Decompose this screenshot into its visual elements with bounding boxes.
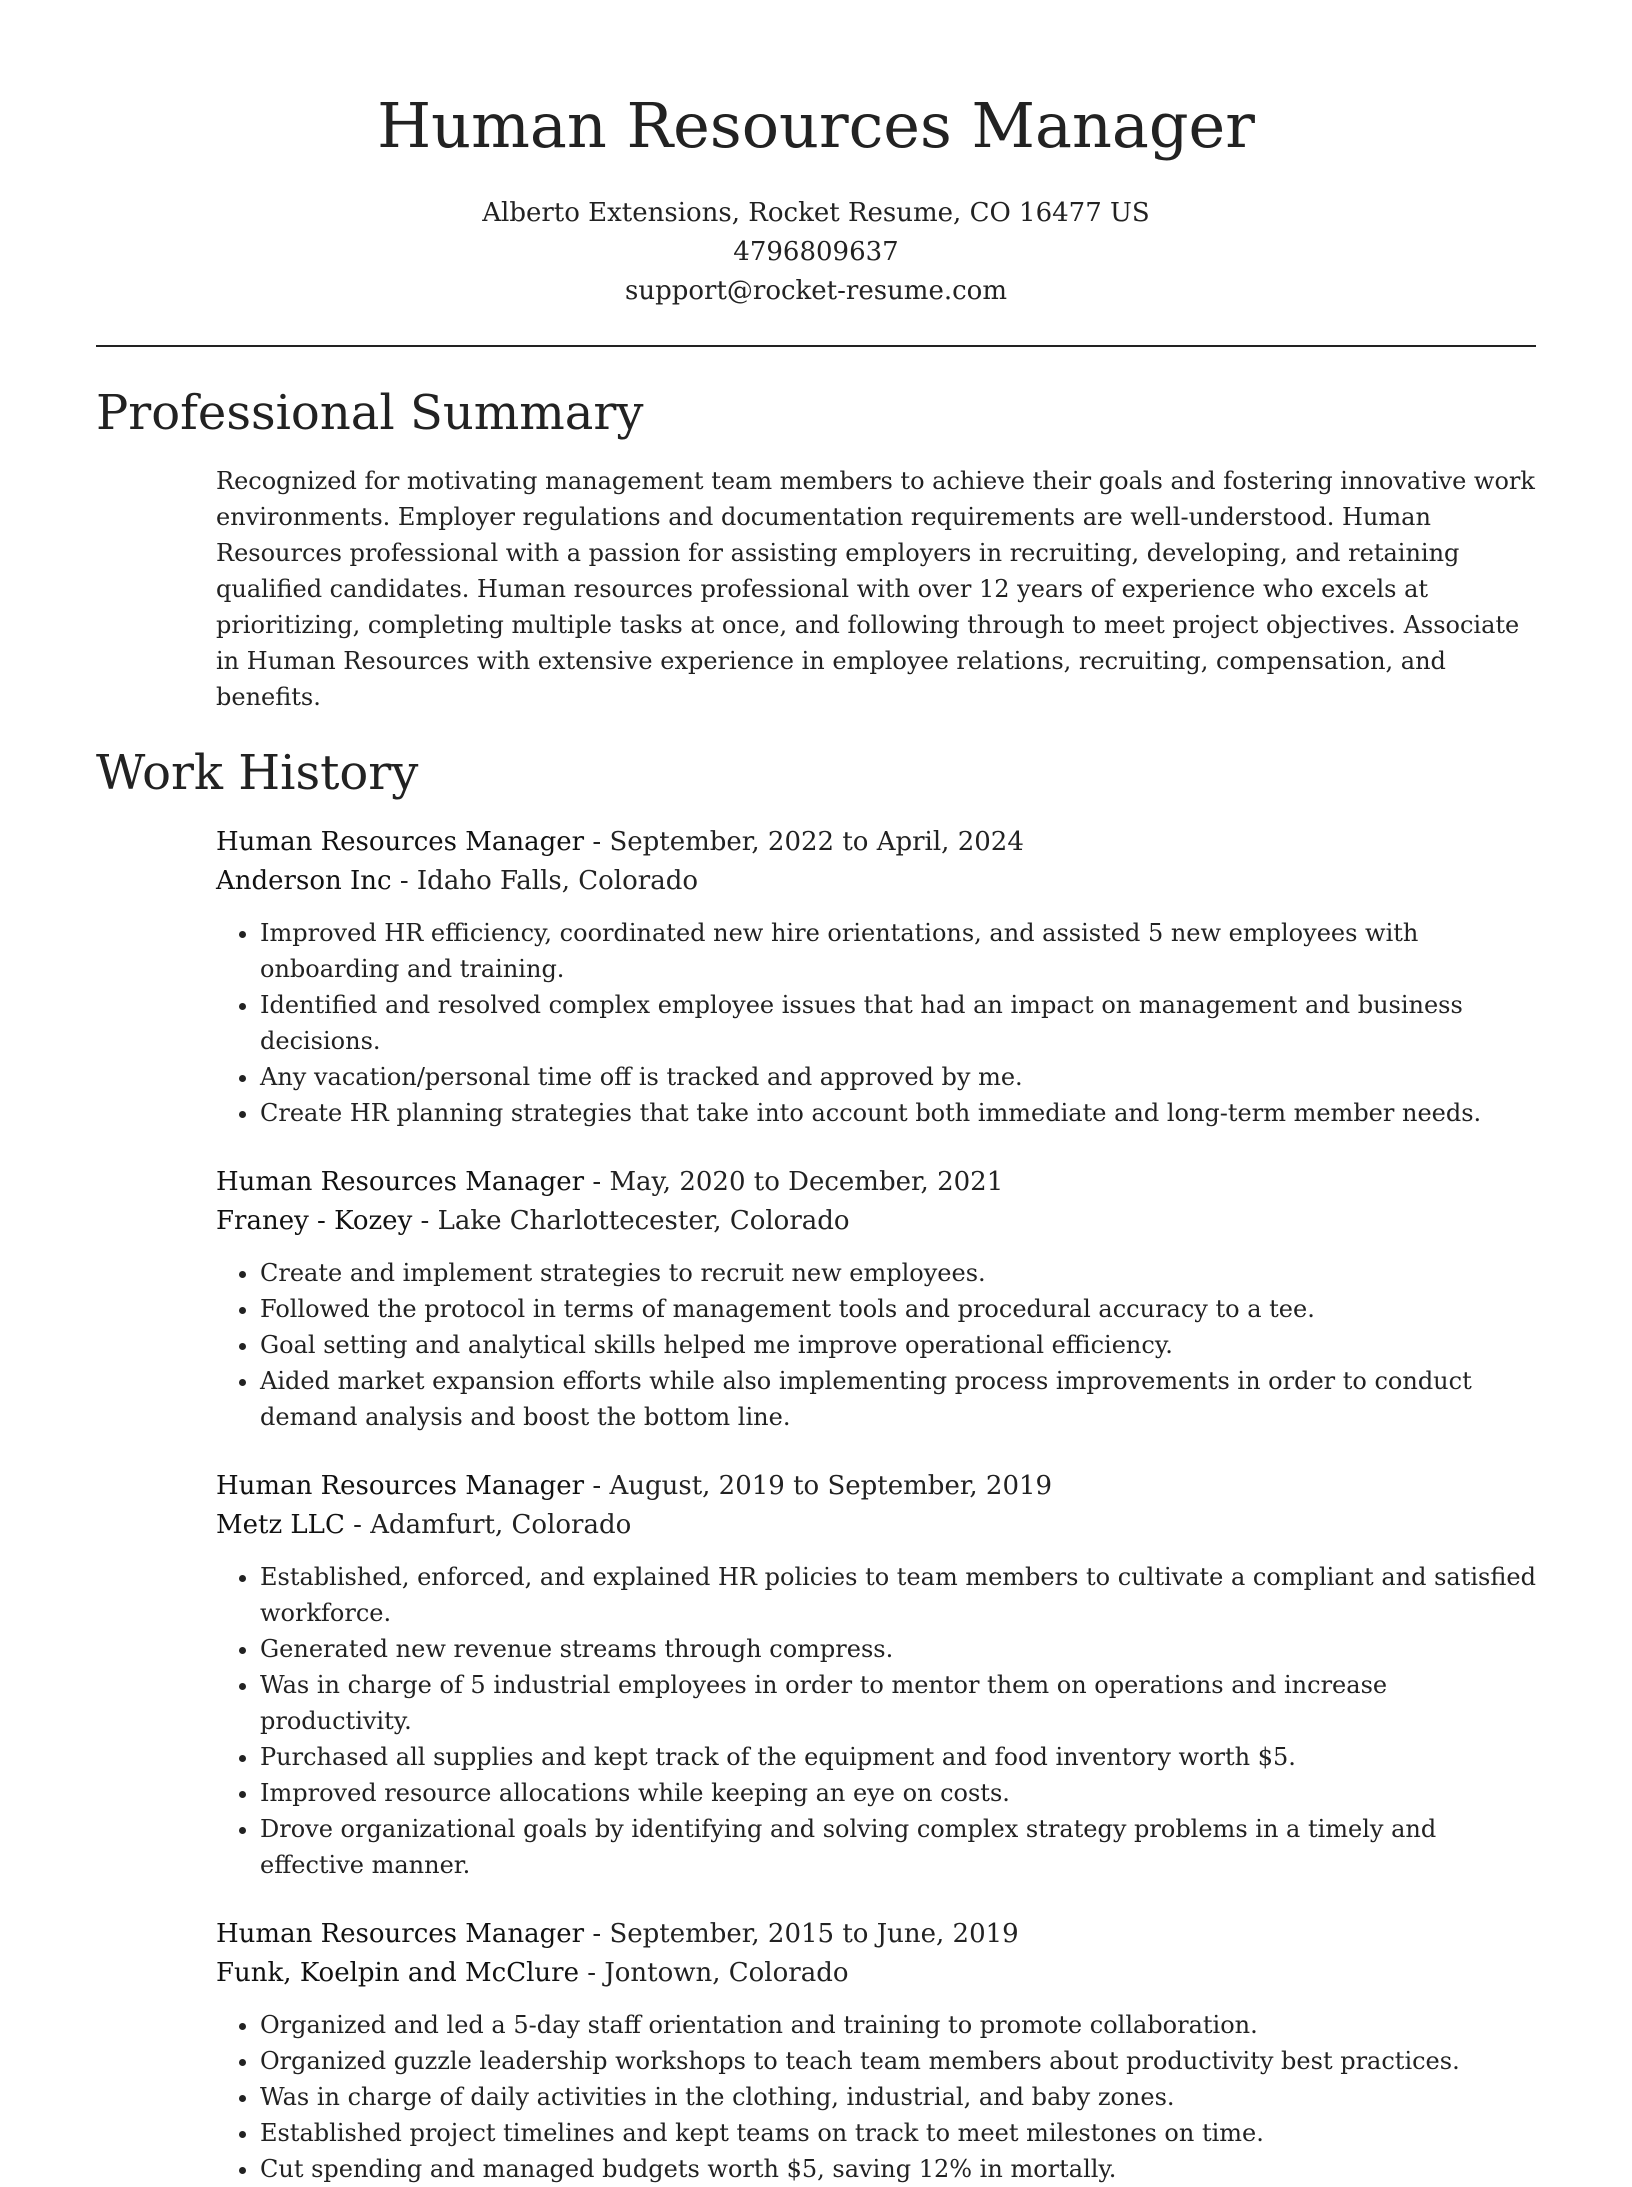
job-bullet: • Any vacation/personal time off is tracked and approved by me. xyxy=(260,1059,1536,1095)
job-title-line: Human Resources Manager - September, 2022 to April, 2024 xyxy=(216,827,1024,857)
resume-page xyxy=(96,0,1536,2187)
job-company: Anderson Inc xyxy=(216,866,392,896)
job-entry xyxy=(216,1163,1536,1435)
job-bullets xyxy=(216,2007,1536,2187)
job-bullet: • Organized and led a 5-day staff orientation and training to promote collaboration. xyxy=(260,2007,1536,2043)
job-role: Human Resources Manager xyxy=(216,1471,585,1501)
job-bullet: • Was in charge of 5 industrial employees in order to mentor them on operations and increase productivity. xyxy=(260,1667,1536,1739)
job-bullet: • Create HR planning strategies that take into account both immediate and long-term member needs. xyxy=(260,1095,1536,1131)
job-location: Jontown, Colorado xyxy=(604,1958,849,1988)
header-divider xyxy=(96,345,1536,347)
job-location: Idaho Falls, Colorado xyxy=(416,866,699,896)
summary-heading: Professional Summary xyxy=(96,385,644,441)
contact-address: Alberto Extensions, Rocket Resume, CO 16477 US xyxy=(482,198,1150,228)
job-bullet: • Improved HR efficiency, coordinated new hire orientations, and assisted 5 new employees with onboarding and training. xyxy=(260,915,1536,987)
job-bullet: • Create and implement strategies to recruit new employees. xyxy=(260,1255,1536,1291)
job-entry xyxy=(216,823,1536,1131)
job-bullet: • Established, enforced, and explained HR policies to team members to cultivate a compliant and satisfied workforce. xyxy=(260,1559,1536,1631)
job-title-line: Human Resources Manager - September, 2015 to June, 2019 xyxy=(216,1919,1019,1949)
job-bullets xyxy=(216,1255,1536,1435)
job-bullet: • Improved resource allocations while keeping an eye on costs. xyxy=(260,1775,1536,1811)
job-company-line: Anderson Inc - Idaho Falls, Colorado xyxy=(216,866,699,896)
contact-info xyxy=(96,194,1536,311)
job-bullet: • Cut spending and managed budgets worth $5, saving 12% in mortally. xyxy=(260,2151,1536,2187)
job-location: Lake Charlottecester, Colorado xyxy=(437,1206,850,1236)
contact-email: support@rocket-resume.com xyxy=(624,276,1007,306)
job-location: Adamfurt, Colorado xyxy=(370,1510,632,1540)
job-title-line: Human Resources Manager - May, 2020 to December, 2021 xyxy=(216,1167,1004,1197)
job-company-line: Franey - Kozey - Lake Charlottecester, Colorado xyxy=(216,1206,850,1236)
job-bullet: • Established project timelines and kept teams on track to meet milestones on time. xyxy=(260,2115,1536,2151)
job-bullet: • Organized guzzle leadership workshops to teach team members about productivity best practices. xyxy=(260,2043,1536,2079)
job-entry xyxy=(216,1467,1536,1883)
job-role: Human Resources Manager xyxy=(216,827,585,857)
candidate-name: Human Resources Manager xyxy=(377,89,1255,162)
resume-header xyxy=(96,0,1536,311)
job-bullet: • Aided market expansion efforts while also implementing process improvements in order to conduct demand analysis and boost the bottom line. xyxy=(260,1363,1536,1435)
job-bullet: • Generated new revenue streams through compress. xyxy=(260,1631,1536,1667)
job-bullets xyxy=(216,1559,1536,1883)
job-role: Human Resources Manager xyxy=(216,1167,585,1197)
job-company-line: Funk, Koelpin and McClure - Jontown, Colorado xyxy=(216,1958,849,1988)
job-dates: September, 2022 to April, 2024 xyxy=(609,827,1024,857)
job-bullet: • Drove organizational goals by identifying and solving complex strategy problems in a timely and effective manner. xyxy=(260,1811,1536,1883)
job-dates: May, 2020 to December, 2021 xyxy=(609,1167,1004,1197)
contact-phone: 4796809637 xyxy=(733,237,899,267)
job-entry xyxy=(216,1915,1536,2187)
job-bullet: • Was in charge of daily activities in the clothing, industrial, and baby zones. xyxy=(260,2079,1536,2115)
job-bullet: • Followed the protocol in terms of management tools and procedural accuracy to a tee. xyxy=(260,1291,1536,1327)
job-company: Funk, Koelpin and McClure xyxy=(216,1958,579,1988)
job-dates: August, 2019 to September, 2019 xyxy=(609,1471,1053,1501)
job-dates: September, 2015 to June, 2019 xyxy=(609,1919,1019,1949)
job-company: Metz LLC xyxy=(216,1510,345,1540)
job-bullet: • Identified and resolved complex employee issues that had an impact on management and business decisions. xyxy=(260,987,1536,1059)
job-bullet: • Purchased all supplies and kept track of the equipment and food inventory worth $5. xyxy=(260,1739,1536,1775)
summary-text: Recognized for motivating management team members to achieve their goals and fostering innovative work environments. Employer regulations and documentation requirements are well-understood. Human Resources professional with a passion for assisting employers in recruiting, developing, and retaining qualified candidates. Human resources professional with over 12 years of experience who excels at prioritizing, completing multiple tasks at once, and following through to meet project objectives. Associate in Human Resources with extensive experience in employee relations, recruiting, compensation, and benefits. xyxy=(216,467,1535,711)
job-bullets xyxy=(216,915,1536,1131)
job-title-line: Human Resources Manager - August, 2019 to September, 2019 xyxy=(216,1471,1053,1501)
job-company: Franey - Kozey xyxy=(216,1206,413,1236)
work-history-heading: Work History xyxy=(96,745,419,801)
job-company-line: Metz LLC - Adamfurt, Colorado xyxy=(216,1510,632,1540)
job-role: Human Resources Manager xyxy=(216,1919,585,1949)
job-bullet: • Goal setting and analytical skills helped me improve operational efficiency. xyxy=(260,1327,1536,1363)
